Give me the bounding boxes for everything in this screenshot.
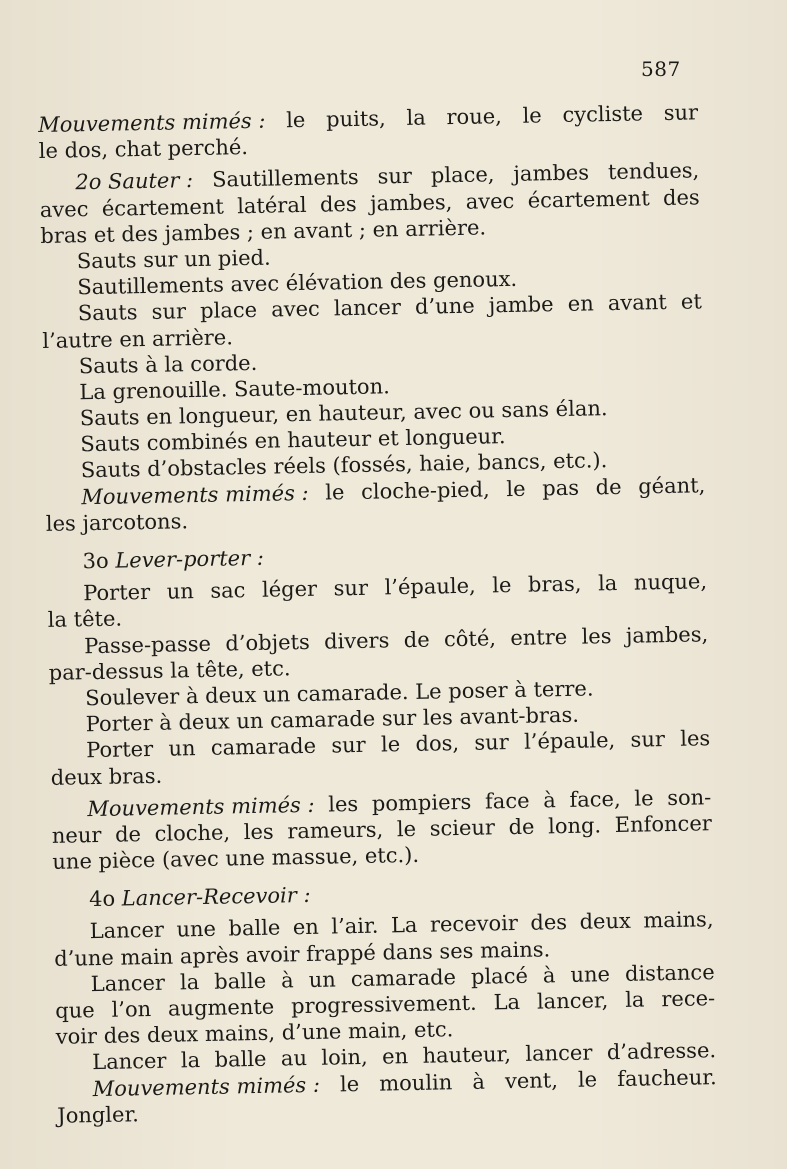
word: sur <box>630 727 666 753</box>
word: camarade <box>350 964 457 991</box>
word: la <box>179 969 200 995</box>
word: Lancer <box>90 970 166 996</box>
page-number: 587 <box>641 57 681 81</box>
word: la <box>597 571 618 596</box>
text-line: La grenouille. Saute-mouton. <box>79 374 390 405</box>
word: de <box>403 627 430 652</box>
word: distance <box>624 959 715 986</box>
word: dos, <box>415 731 460 757</box>
word: une <box>570 961 611 987</box>
word: léger <box>261 576 318 602</box>
word: de <box>508 814 535 839</box>
word: balle <box>214 968 267 994</box>
word: sur <box>377 164 413 189</box>
word: avec <box>465 188 515 214</box>
word: face <box>484 788 530 814</box>
word: face, <box>569 786 621 812</box>
word: cloche, <box>154 820 231 846</box>
word: moulin <box>379 1069 453 1096</box>
word: de <box>595 474 622 499</box>
word: l’épaule, <box>523 728 616 755</box>
text-line: d’une main après avoir frappé dans ses mains. <box>54 936 551 971</box>
word: Enfoncer <box>614 811 713 837</box>
word: jambes, <box>625 621 709 648</box>
word: tendues, <box>607 158 700 185</box>
word: balle <box>214 1047 267 1073</box>
word: côté, <box>443 625 497 651</box>
word: recevoir <box>429 911 519 938</box>
text-line: Sauts combinés en hauteur et longueur. <box>80 424 506 457</box>
word: les <box>328 791 359 817</box>
word: nuque, <box>633 569 708 595</box>
word: pas <box>542 475 580 501</box>
text-line: voir des deux mains, d’une main, etc. <box>55 1017 454 1050</box>
word: rameurs, <box>287 817 384 844</box>
word: progressivement. <box>290 990 477 1019</box>
line-lead: Mouvements mimés : <box>92 1072 321 1101</box>
word: la <box>624 987 645 1012</box>
word: Porter <box>86 737 154 763</box>
word: roue, <box>446 104 503 130</box>
word: placé <box>470 963 529 989</box>
word: pompiers <box>371 789 472 816</box>
text-line: Sautillements avec élévation des genoux. <box>77 266 518 300</box>
word: sur <box>474 730 509 756</box>
word: sur <box>663 100 699 125</box>
word: le <box>396 816 417 842</box>
word: des <box>662 184 700 210</box>
line-lead: Mouvements mimés : <box>81 480 309 509</box>
word: les <box>243 819 274 845</box>
word: à <box>542 787 556 813</box>
word: un <box>168 736 196 761</box>
word: avant <box>607 290 667 316</box>
word: en <box>381 1044 409 1069</box>
word: Passe-passe <box>84 631 212 658</box>
word: géant, <box>637 472 706 499</box>
word: les <box>581 623 612 649</box>
line-lead: Mouvements mimés : <box>87 792 315 821</box>
word: loin, <box>321 1045 368 1071</box>
word: cycliste <box>562 101 644 127</box>
text-line: le dos, chat perché. <box>38 135 249 164</box>
line-lead: 4o <box>88 886 123 912</box>
line-lead: 2o Sauter : <box>75 168 194 195</box>
word: un <box>308 967 337 992</box>
word: des <box>530 910 568 936</box>
word: entre <box>510 624 568 650</box>
text-line: bras et des jambes ; en avant ; en arrière. <box>40 215 487 248</box>
word: latéral <box>236 192 307 218</box>
page-text <box>38 99 717 1128</box>
word: au <box>280 1046 308 1071</box>
word: les <box>679 726 711 752</box>
text-line: Sauts sur un pied. <box>76 245 271 274</box>
word: rece- <box>661 986 716 1012</box>
word: à <box>542 963 556 988</box>
word: le <box>577 1067 598 1092</box>
word: d’adresse. <box>606 1038 717 1065</box>
word: avec <box>270 296 320 322</box>
word: Lancer <box>89 918 165 944</box>
word: faucheur. <box>616 1064 717 1091</box>
word: avec <box>39 196 89 222</box>
word: l’épaule, <box>384 573 476 600</box>
word: le <box>380 732 401 757</box>
word: Lancer <box>92 1049 167 1075</box>
word: le <box>285 107 306 133</box>
text-line: par-dessus la tête, etc. <box>48 656 291 685</box>
word: sur <box>151 299 187 325</box>
word: camarade <box>210 734 317 761</box>
word: à <box>280 968 294 993</box>
word: écartement <box>101 194 224 221</box>
word: en <box>567 291 594 317</box>
word: La <box>390 913 418 938</box>
word: Porter <box>83 580 151 606</box>
word: lancer <box>525 1040 593 1067</box>
word: et <box>680 289 702 315</box>
word: l’air. <box>331 914 379 939</box>
word: une <box>176 917 217 942</box>
word: le <box>325 479 345 505</box>
word: sur <box>333 575 369 601</box>
word: puits, <box>325 106 386 132</box>
word: de <box>114 822 142 847</box>
word: que <box>55 998 95 1023</box>
word: son- <box>666 784 712 810</box>
word: hauteur, <box>422 1042 512 1069</box>
word: La <box>493 989 521 1015</box>
word: des <box>319 191 357 217</box>
word: Sauts <box>77 300 138 326</box>
word: en <box>292 915 320 940</box>
word: le <box>339 1071 360 1096</box>
word: la <box>406 105 426 130</box>
word: place <box>199 298 258 324</box>
text-line: une pièce (avec une massue, etc.). <box>52 842 420 874</box>
text-line: Porter à deux un camarade sur les avant-bras. <box>85 702 580 737</box>
word: la <box>180 1048 201 1073</box>
word: Sautillements <box>211 165 359 193</box>
word: vent, <box>504 1067 559 1093</box>
word: l’on <box>111 996 152 1022</box>
word: long. <box>547 813 602 839</box>
word: augmente <box>167 994 275 1021</box>
word: neur <box>51 822 102 848</box>
word: deux <box>579 909 632 935</box>
line-lead: Mouvements mimés : <box>38 108 266 137</box>
word: divers <box>323 627 390 654</box>
line-lead: 3o <box>82 548 116 574</box>
text-line: Sauts d’obstacles réels (fossés, haie, bancs, etc.). <box>80 448 608 483</box>
text-line <box>46 536 706 575</box>
word: cloche-pied, <box>360 477 490 504</box>
text-line: la tête. <box>47 606 123 633</box>
word: d’une <box>414 293 475 320</box>
line-rest: Lever-porter : <box>115 545 265 573</box>
word: à <box>472 1069 486 1094</box>
word: mains, <box>643 907 714 933</box>
word: un <box>166 579 194 604</box>
word: balle <box>228 915 281 941</box>
text-line: Jongler. <box>57 1102 140 1128</box>
word: sac <box>210 578 246 603</box>
word: lancer, <box>536 988 609 1014</box>
text-line <box>53 874 713 913</box>
word: sur <box>331 733 366 758</box>
word: d’objets <box>225 629 310 656</box>
text-line: Sauts à la corde. <box>78 350 258 378</box>
word: écartement <box>527 185 650 213</box>
word: le <box>506 476 526 501</box>
word: le <box>522 103 542 128</box>
word: jambe <box>488 292 554 318</box>
line-rest: Lancer-Recevoir : <box>121 883 311 911</box>
word: place, <box>430 162 495 188</box>
text-line: les jarcotons. <box>45 509 189 536</box>
word: le <box>634 786 654 811</box>
word: jambes <box>513 160 590 187</box>
word: bras, <box>527 571 582 597</box>
word: jambes, <box>369 189 453 216</box>
text-line: deux bras. <box>50 763 163 790</box>
word: lancer <box>333 295 402 321</box>
word: le <box>492 573 512 598</box>
word: scieur <box>429 815 496 841</box>
text-line: l’autre en arrière. <box>42 324 234 353</box>
text-line: Soulever à deux un camarade. Le poser à terre. <box>85 676 594 711</box>
text-line: Sauts en longueur, en hauteur, avec ou sans élan. <box>79 396 608 431</box>
